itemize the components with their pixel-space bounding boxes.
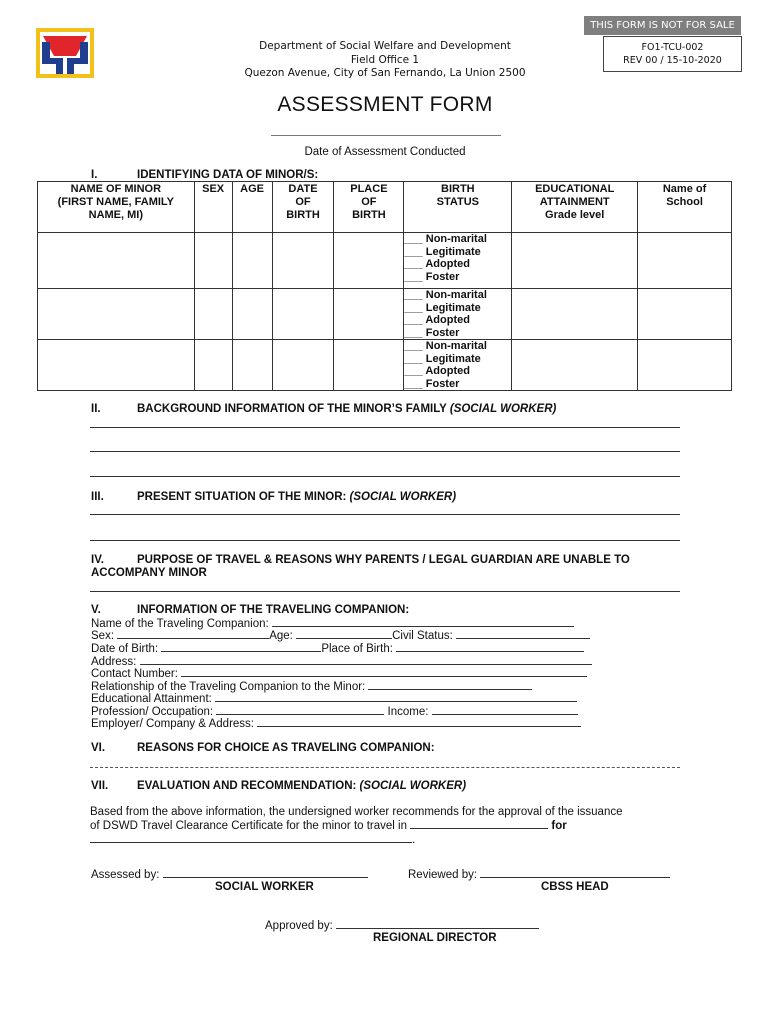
occupation-blank[interactable] [216, 705, 384, 715]
cbss-head-label: CBSS HEAD [541, 881, 609, 893]
form-code: FO1-TCU-002 [641, 42, 704, 53]
companion-dob-pob-field[interactable]: Date of Birth: Place of Birth: [91, 642, 584, 655]
header-field-office: Field Office 1 [350, 54, 420, 66]
col-pob: PLACE OF BIRTH [334, 182, 404, 233]
companion-name-blank[interactable] [272, 617, 574, 627]
form-code-box [603, 36, 742, 72]
companion-education-field[interactable]: Educational Attainment: [91, 692, 577, 705]
age-cell[interactable] [232, 340, 272, 391]
birth-status-cell[interactable]: ___ Non-marital ___ Legitimate ___ Adopted ___ Foster [404, 289, 512, 340]
dob-blank[interactable] [161, 642, 321, 652]
destination-blank[interactable] [410, 819, 548, 829]
companion-sex-age-civil-field[interactable]: Sex: Age: Civil Status: [91, 629, 590, 642]
section-4-heading-cont: ACCOMPANY MINOR [91, 567, 207, 579]
col-dob: DATE OF BIRTH [272, 182, 334, 233]
reviewed-by-field[interactable]: Reviewed by: [408, 868, 670, 881]
school-cell[interactable] [638, 233, 732, 289]
companion-employer-field[interactable]: Employer/ Company & Address: [91, 717, 581, 730]
age-cell[interactable] [232, 233, 272, 289]
pob-cell[interactable] [334, 233, 404, 289]
page-title: ASSESSMENT FORM [277, 93, 493, 116]
pob-cell[interactable] [334, 289, 404, 340]
age-cell[interactable] [232, 289, 272, 340]
col-birth-status: BIRTH STATUS [404, 182, 512, 233]
age-blank[interactable] [296, 629, 392, 639]
school-cell[interactable] [638, 289, 732, 340]
dob-cell[interactable] [272, 289, 334, 340]
sex-cell[interactable] [194, 340, 232, 391]
dob-cell[interactable] [272, 233, 334, 289]
pob-blank[interactable] [396, 642, 584, 652]
table-header-row [38, 182, 732, 233]
employer-blank[interactable] [257, 717, 581, 727]
companion-address-field[interactable]: Address: [91, 655, 592, 668]
recommendation-paragraph: Based from the above information, the undersigned worker recommends for the approval of the issuance of DSWD Travel Clearance Certificate for the minor to travel in for . [90, 806, 623, 846]
col-education: EDUCATIONAL ATTAINMENT Grade level [512, 182, 638, 233]
dswd-logo [36, 28, 94, 78]
answer-line[interactable] [90, 540, 680, 541]
reviewed-by-blank[interactable] [480, 868, 670, 878]
education-cell[interactable] [512, 340, 638, 391]
answer-line[interactable] [90, 767, 680, 768]
answer-line[interactable] [90, 514, 680, 515]
education-cell[interactable] [512, 289, 638, 340]
header-address: Quezon Avenue, City of San Fernando, La Union 2500 [244, 67, 526, 79]
birth-status-cell[interactable]: ___ Non-marital ___ Legitimate ___ Adopted ___ Foster [404, 233, 512, 289]
approved-by-field[interactable]: Approved by: [265, 919, 539, 932]
approved-by-blank[interactable] [336, 919, 539, 929]
education-blank[interactable] [215, 692, 577, 702]
not-for-sale-banner: THIS FORM IS NOT FOR SALE [584, 16, 741, 35]
form-revision: REV 00 / 15-10-2020 [623, 55, 722, 66]
companion-relationship-field[interactable]: Relationship of the Traveling Companion to the Minor: [91, 680, 532, 693]
answer-line[interactable] [90, 476, 680, 477]
date-label: Date of Assessment Conducted [304, 146, 466, 158]
pob-cell[interactable] [334, 340, 404, 391]
col-sex: SEX [194, 182, 232, 233]
header-department: Department of Social Welfare and Development [259, 40, 511, 52]
companion-contact-field[interactable]: Contact Number: [91, 667, 587, 680]
education-cell[interactable] [512, 233, 638, 289]
minor-name-cell[interactable] [38, 233, 195, 289]
civil-status-blank[interactable] [456, 629, 590, 639]
purpose-blank[interactable] [90, 833, 412, 843]
col-school: Name of School [638, 182, 732, 233]
relationship-blank[interactable] [368, 680, 532, 690]
answer-line[interactable] [90, 451, 680, 452]
income-blank[interactable] [432, 705, 578, 715]
col-age: AGE [232, 182, 272, 233]
assessed-by-field[interactable]: Assessed by: [91, 868, 368, 881]
answer-line[interactable] [90, 591, 680, 592]
assessed-by-blank[interactable] [163, 868, 368, 878]
social-worker-label: SOCIAL WORKER [215, 881, 314, 893]
minor-table [37, 181, 732, 391]
birth-status-cell[interactable]: ___ Non-marital ___ Legitimate ___ Adopted ___ Foster [404, 340, 512, 391]
school-cell[interactable] [638, 340, 732, 391]
table-row [38, 233, 732, 289]
sex-blank[interactable] [117, 629, 269, 639]
table-row [38, 340, 732, 391]
contact-blank[interactable] [181, 667, 587, 677]
minor-name-cell[interactable] [38, 340, 195, 391]
companion-name-field[interactable]: Name of the Traveling Companion: [91, 617, 574, 630]
dob-cell[interactable] [272, 340, 334, 391]
address-blank[interactable] [140, 655, 592, 665]
date-line [271, 135, 501, 136]
sex-cell[interactable] [194, 233, 232, 289]
regional-director-label: REGIONAL DIRECTOR [373, 932, 497, 944]
table-row [38, 289, 732, 340]
minor-name-cell[interactable] [38, 289, 195, 340]
col-name: NAME OF MINOR (FIRST NAME, FAMILY NAME, MI) [38, 182, 195, 233]
answer-line[interactable] [90, 427, 680, 428]
companion-occupation-income-field[interactable]: Profession/ Occupation: Income: [91, 705, 578, 718]
sex-cell[interactable] [194, 289, 232, 340]
